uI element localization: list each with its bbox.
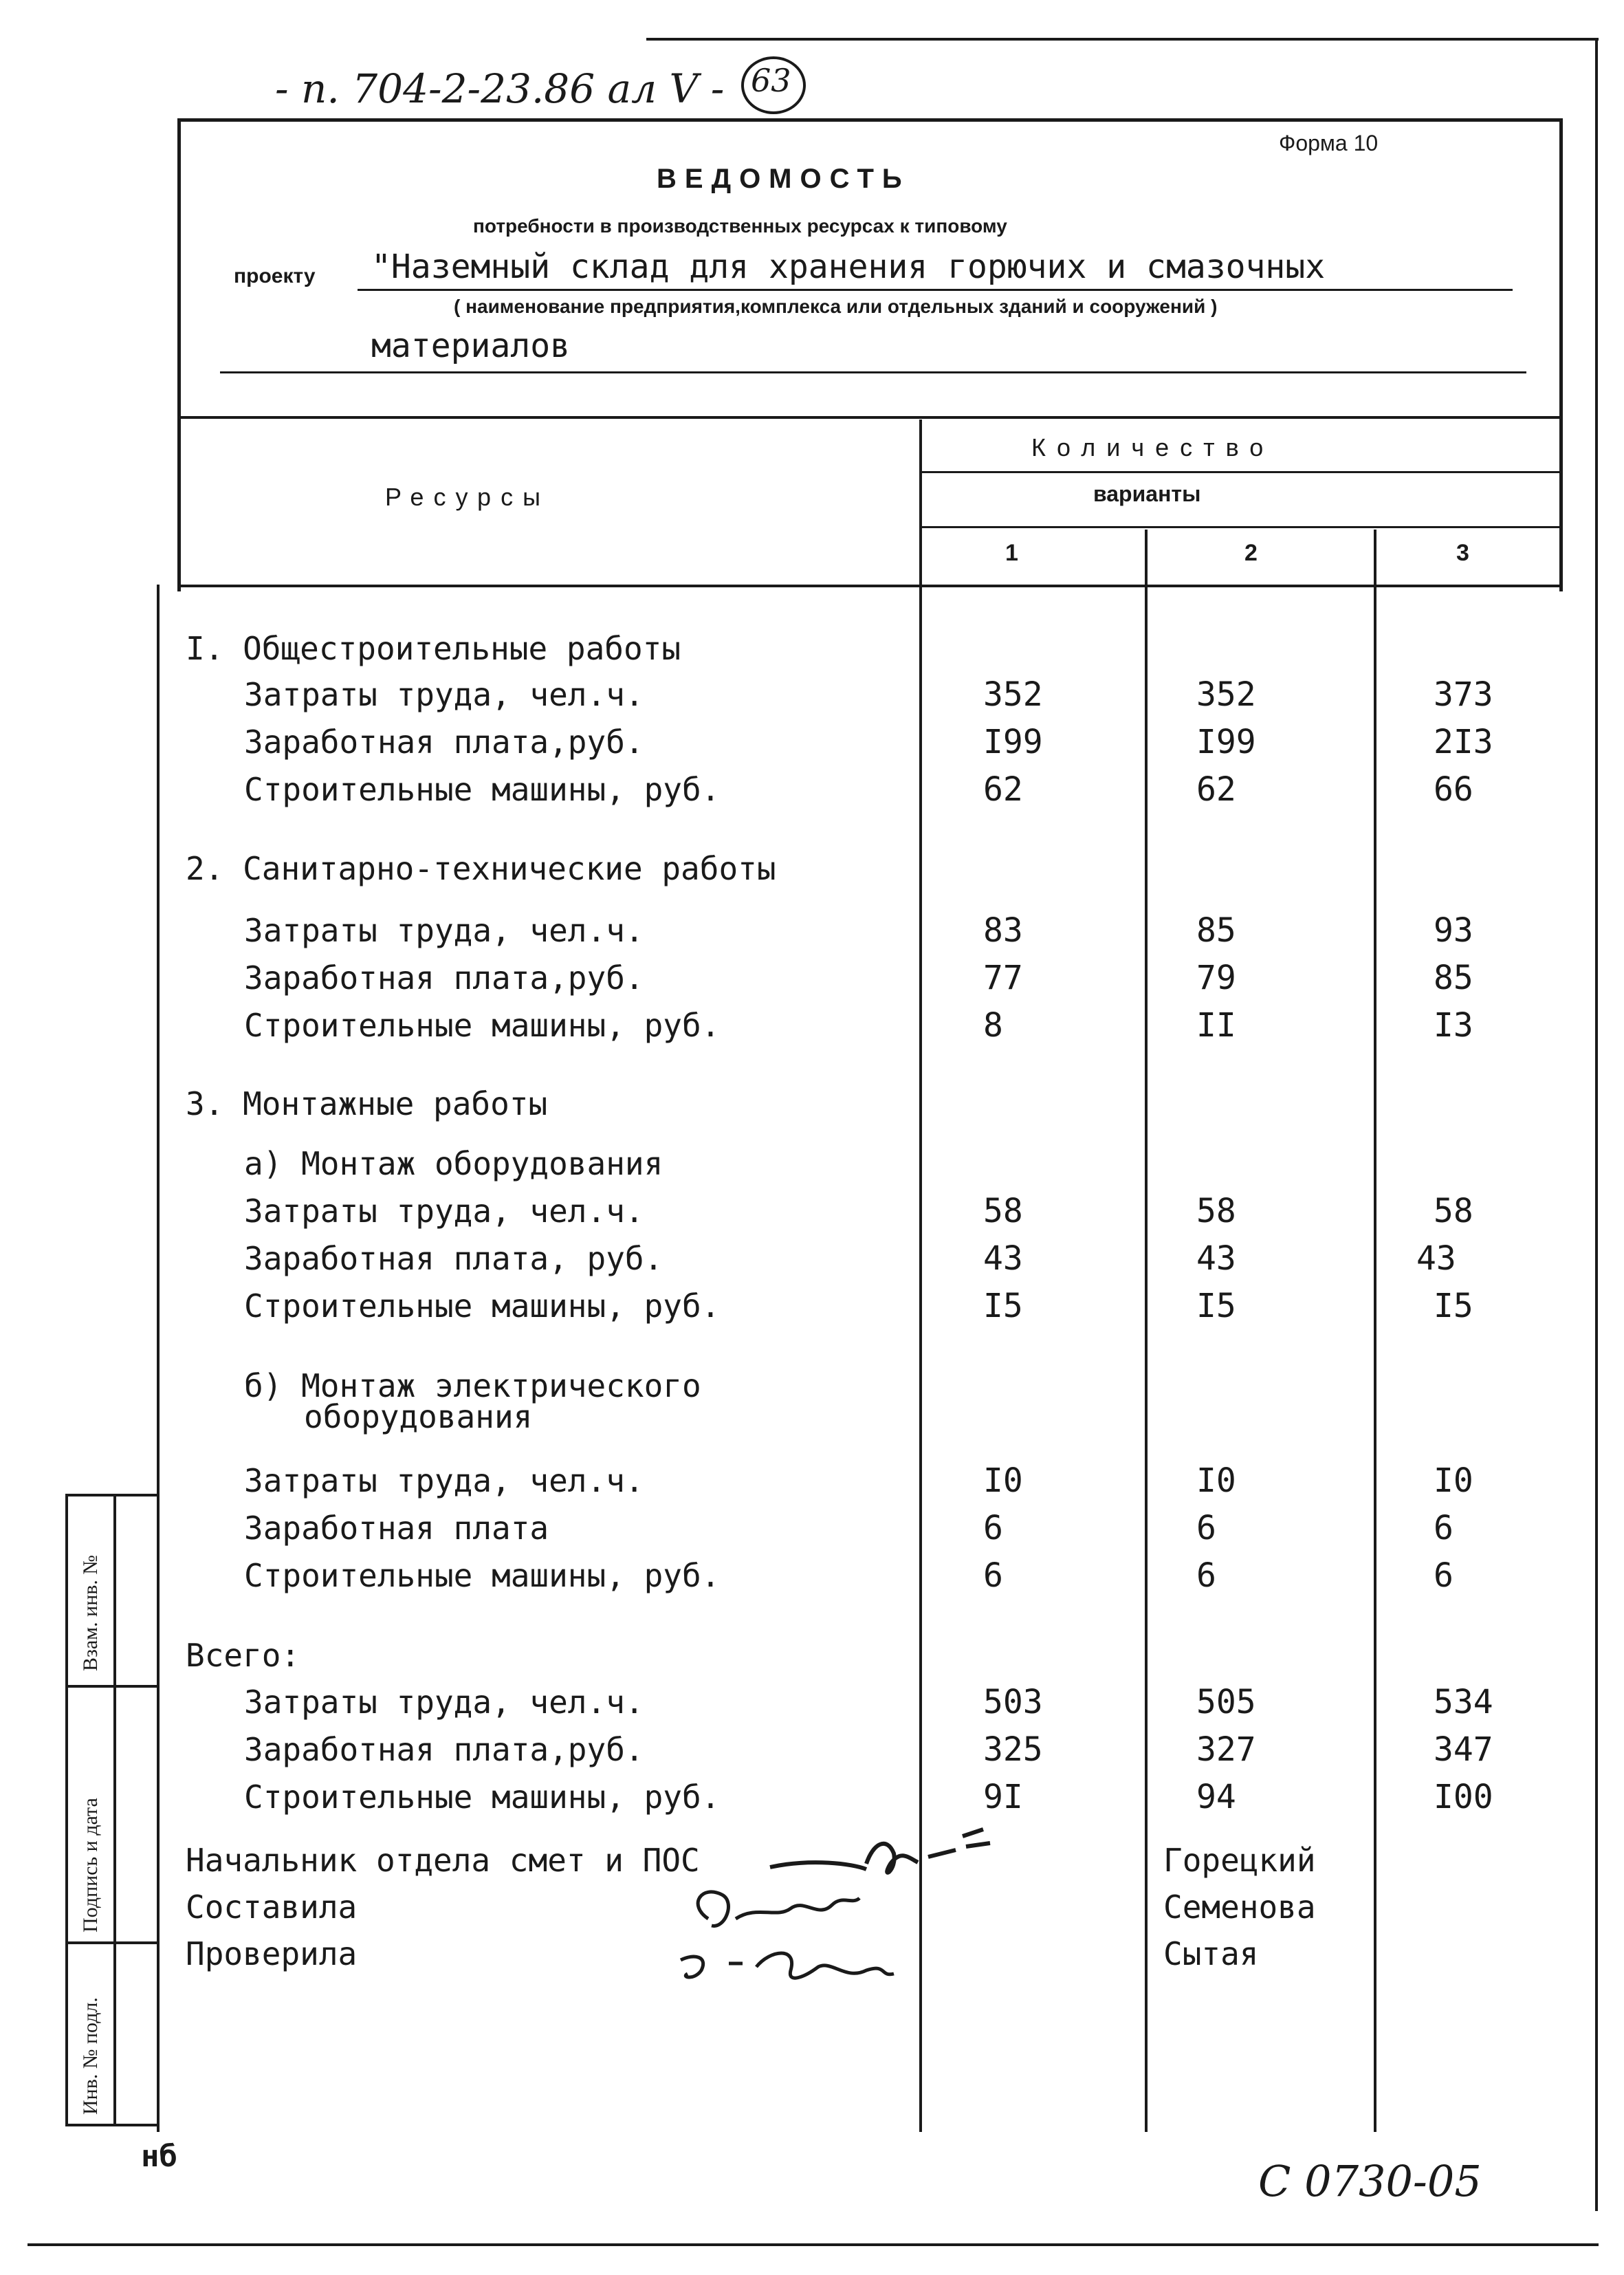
- col-header-1: 1: [1005, 540, 1018, 566]
- signature-stroke-1: [770, 1829, 990, 1873]
- table-row: [0, 1001, 1624, 1049]
- form-label: Форма 10: [1279, 131, 1379, 155]
- row-value-2: I5: [1196, 1287, 1236, 1325]
- row-value-1: 9I: [983, 1778, 1023, 1816]
- col-header-2: 2: [1244, 540, 1258, 566]
- row-value-3: 43: [1416, 1239, 1456, 1278]
- stamp-outer-left: [65, 1494, 68, 2126]
- col-header-quantity: Количество: [1031, 433, 1275, 461]
- row-value-1: 8: [983, 1006, 1003, 1045]
- row-value-2: 43: [1196, 1239, 1236, 1278]
- row-label: Затраты труда, чел.ч.: [244, 912, 644, 949]
- signature-scribbles: [660, 1816, 1086, 1994]
- row-label: Строительные машины, руб.: [244, 1778, 721, 1816]
- table-row: [0, 671, 1624, 719]
- row-value-1: 503: [983, 1683, 1043, 1721]
- footer-right-code: С 0730-05: [1258, 2156, 1482, 2206]
- stamp-bottom: [65, 2124, 158, 2126]
- qty-divider-line: [919, 471, 1563, 473]
- project-name-underline-2: [220, 371, 1526, 373]
- row-value-1: 6: [983, 1509, 1003, 1547]
- row-value-1: I0: [983, 1461, 1023, 1500]
- project-name-line2: материалов: [371, 327, 570, 365]
- row-label: Заработная плата,руб.: [244, 1731, 644, 1768]
- row-value-1: 43: [983, 1239, 1023, 1278]
- subsection-b-title-line2: оборудования: [304, 1398, 533, 1435]
- frame-bottom-line: [28, 2243, 1599, 2246]
- project-name-line1: "Наземный склад для хранения горючих и смазочных: [371, 248, 1326, 286]
- row-value-2: 85: [1196, 911, 1236, 950]
- signature-role: Составила: [186, 1888, 358, 1926]
- section-title: [0, 624, 1624, 673]
- row-value-2: 6: [1196, 1556, 1216, 1595]
- row-value-2: 505: [1196, 1683, 1256, 1721]
- row-value-3: 534: [1434, 1683, 1493, 1721]
- subsection-b-title-line1: б) Монтаж электрического: [244, 1367, 701, 1404]
- row-value-2: 58: [1196, 1192, 1236, 1230]
- col-header-resources: Ресурсы: [385, 483, 550, 511]
- row-label: Строительные машины, руб.: [244, 1007, 721, 1044]
- signature-role: Проверила: [186, 1935, 358, 1972]
- row-label: Заработная плата,руб.: [244, 959, 644, 997]
- table-row: [0, 1282, 1624, 1330]
- stamp-div-2: [65, 1941, 158, 1944]
- signature-role: Начальник отдела смет и ПОС: [186, 1842, 700, 1879]
- page-title: ВЕДОМОСТЬ: [657, 164, 910, 194]
- section-2-title: 2. Санитарно-технические работы: [186, 850, 776, 887]
- table-row: [0, 718, 1624, 766]
- signature-name: Сытая: [1163, 1935, 1259, 1972]
- row-value-3: 93: [1434, 911, 1473, 950]
- row-value-2: I0: [1196, 1461, 1236, 1500]
- table-row: [0, 765, 1624, 814]
- row-label: Строительные машины, руб.: [244, 1287, 721, 1325]
- row-value-2: 352: [1196, 675, 1256, 714]
- table-row: [0, 1234, 1624, 1283]
- section-1-title: I. Общестроительные работы: [186, 630, 681, 667]
- row-label: Затраты труда, чел.ч.: [244, 1684, 644, 1721]
- row-value-2: II: [1196, 1006, 1236, 1045]
- row-label: Строительные машины, руб.: [244, 771, 721, 808]
- stamp-div-1: [65, 1685, 158, 1688]
- row-value-2: I99: [1196, 723, 1256, 761]
- section-title: [0, 845, 1624, 893]
- page-number: 63: [751, 62, 791, 99]
- row-value-3: 58: [1434, 1192, 1473, 1230]
- table-row: [0, 1504, 1624, 1552]
- table-row: [0, 1726, 1624, 1774]
- section-title: [0, 1631, 1624, 1679]
- stamp-vzam-label: Взам. инв. №: [79, 1554, 102, 1671]
- row-value-1: I99: [983, 723, 1043, 761]
- project-label: проекту: [234, 265, 316, 287]
- col-header-3: 3: [1456, 540, 1469, 566]
- row-value-1: 83: [983, 911, 1023, 950]
- subsection-title: [0, 1140, 1624, 1188]
- row-value-3: I0: [1434, 1461, 1473, 1500]
- row-value-1: I5: [983, 1287, 1023, 1325]
- row-value-3: 85: [1434, 959, 1473, 997]
- row-value-3: 6: [1434, 1556, 1453, 1595]
- row-value-3: 66: [1434, 770, 1473, 809]
- row-value-3: 373: [1434, 675, 1493, 714]
- row-value-2: 62: [1196, 770, 1236, 809]
- doc-code: - п. 704-2-23.86 ал V -: [275, 65, 725, 112]
- row-value-3: I5: [1434, 1287, 1473, 1325]
- row-value-2: 6: [1196, 1509, 1216, 1547]
- stamp-top: [65, 1494, 158, 1496]
- row-label: Строительные машины, руб.: [244, 1557, 721, 1594]
- row-label: Заработная плата,руб.: [244, 723, 644, 761]
- row-label: Затраты труда, чел.ч.: [244, 1193, 644, 1230]
- row-label: Заработная плата: [244, 1510, 549, 1547]
- signature-stroke-3: [681, 1953, 894, 1978]
- table-row: [0, 1187, 1624, 1235]
- subsection-title: [0, 1393, 1624, 1441]
- row-label: Затраты труда, чел.ч.: [244, 676, 644, 713]
- row-value-1: 352: [983, 675, 1043, 714]
- stamp-podpis-label: Подпись и дата: [79, 1798, 102, 1933]
- table-row: [0, 1773, 1624, 1821]
- table-row: [0, 1552, 1624, 1600]
- row-value-3: I00: [1434, 1778, 1493, 1816]
- totals-title: Всего:: [186, 1637, 300, 1674]
- row-value-3: 347: [1434, 1730, 1493, 1769]
- box-left-line: [177, 118, 181, 591]
- project-name-caption: ( наименование предприятия,комплекса или отдельных зданий и сооружений ): [454, 296, 1218, 317]
- subsection-a-title: а) Монтаж оборудования: [244, 1145, 663, 1182]
- section-title: [0, 1080, 1624, 1128]
- signature-stroke-2: [698, 1892, 859, 1926]
- row-label: Заработная плата, руб.: [244, 1240, 663, 1277]
- header-bottom-line: [177, 416, 1563, 419]
- table-row: [0, 906, 1624, 955]
- row-value-1: 77: [983, 959, 1023, 997]
- signature-name: Горецкий: [1163, 1842, 1316, 1879]
- row-value-1: 58: [983, 1192, 1023, 1230]
- subtitle: потребности в производственных ресурсах к типовому: [473, 215, 1007, 237]
- footer-left-mark: нб: [141, 2139, 177, 2174]
- row-value-2: 94: [1196, 1778, 1236, 1816]
- row-value-1: 6: [983, 1556, 1003, 1595]
- table-header-bottom-line: [177, 585, 1563, 587]
- variants-divider-line: [919, 526, 1563, 528]
- row-value-2: 79: [1196, 959, 1236, 997]
- signature-name: Семенова: [1163, 1888, 1316, 1926]
- table-row: [0, 1678, 1624, 1726]
- row-value-1: 62: [983, 770, 1023, 809]
- col-header-variants: варианты: [1093, 481, 1201, 506]
- section-3-title: 3. Монтажные работы: [186, 1085, 548, 1122]
- project-name-underline-1: [358, 289, 1513, 291]
- row-value-3: 6: [1434, 1509, 1453, 1547]
- row-value-1: 325: [983, 1730, 1043, 1769]
- stamp-inv-label: Инв. № подл.: [79, 1997, 102, 2115]
- row-label: Затраты труда, чел.ч.: [244, 1462, 644, 1499]
- row-value-3: I3: [1434, 1006, 1473, 1045]
- row-value-3: 2I3: [1434, 723, 1493, 761]
- row-value-2: 327: [1196, 1730, 1256, 1769]
- box-right-line: [1559, 118, 1563, 591]
- table-row: [0, 954, 1624, 1002]
- box-top-line: [177, 118, 1563, 122]
- stamp-inner-line: [113, 1494, 116, 2126]
- table-row: [0, 1457, 1624, 1505]
- frame-top-line: [646, 38, 1599, 41]
